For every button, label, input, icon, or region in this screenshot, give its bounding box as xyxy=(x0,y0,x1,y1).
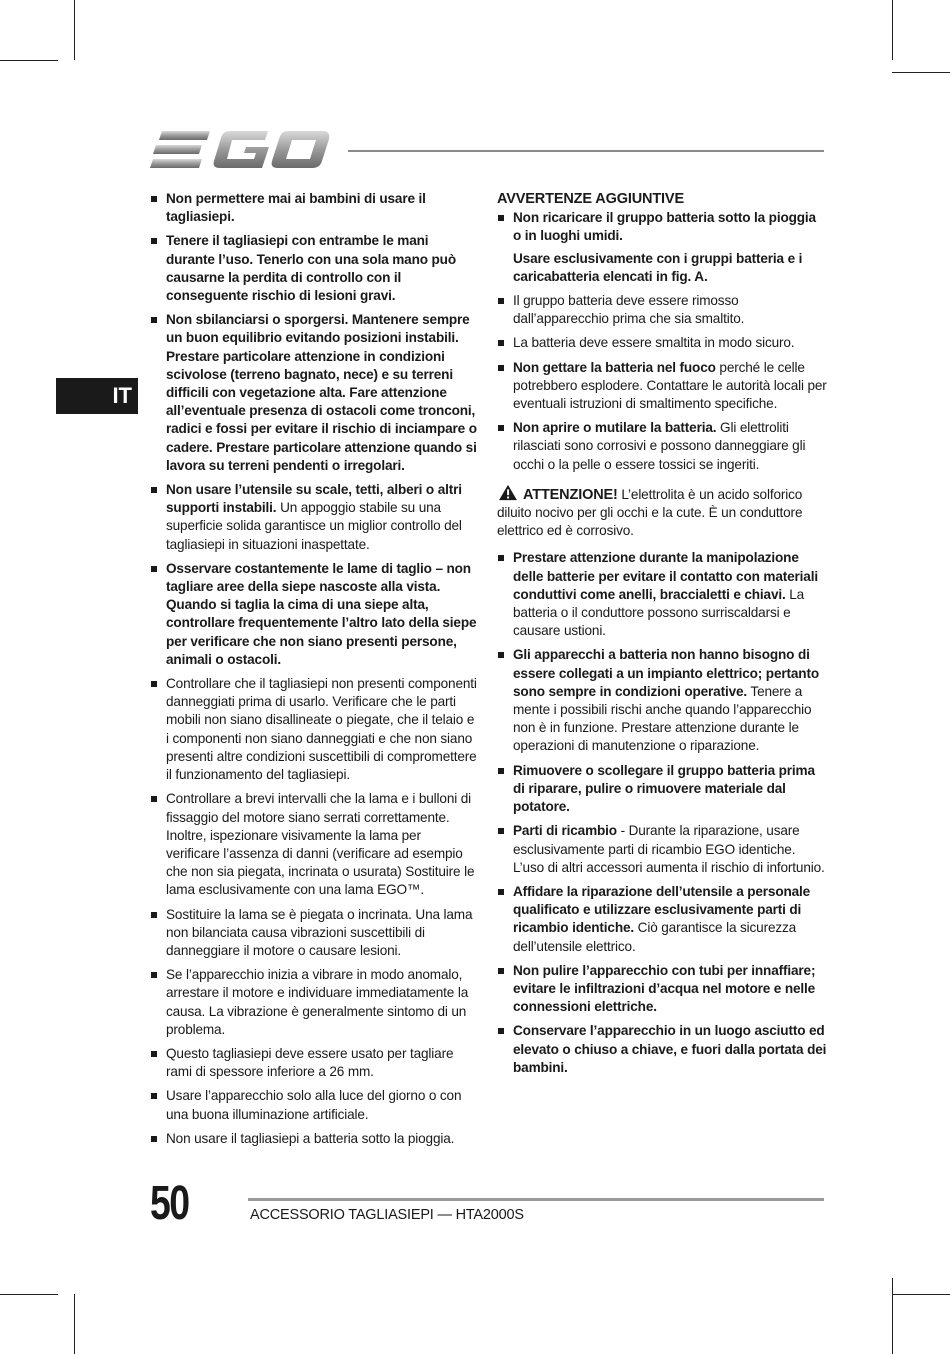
list-item-text: Se l’apparecchio inizia a vibrare in modo anomalo, arrestare il motore e individuare immediatamente la causa. La vibrazione è generalmente sintomo di un problema. xyxy=(166,967,469,1037)
list-item-text: Questo tagliasiepi deve essere usato per tagliare rami di spessore inferiore a 26 mm. xyxy=(166,1045,454,1080)
warning-label: ATTENZIONE! xyxy=(523,486,618,503)
list-item-bold: Gli apparecchi a batteria non hanno bisogno di essere collegati a un impianto elettrico; pertanto sono sempre in condizioni operative. xyxy=(513,647,819,699)
list-item xyxy=(150,232,478,305)
page-number: 50 xyxy=(150,1177,189,1230)
list-item-text: Ciò garantisce la sicurezza dell’utensile elettrico. xyxy=(513,920,797,954)
list-item xyxy=(497,334,827,352)
list-item-text: La batteria deve essere smaltita in modo sicuro. xyxy=(513,335,795,351)
list-item xyxy=(150,966,478,1039)
safety-list-right-b xyxy=(497,549,827,1076)
list-item xyxy=(497,646,827,755)
section-heading: AVVERTENZE AGGIUNTIVE xyxy=(497,191,684,207)
list-item-text: Un appoggio stabile su una superficie solida garantisce un miglior controllo del tagliasiepi in situazioni inaspettate. xyxy=(166,500,462,552)
list-item xyxy=(497,209,827,286)
list-item xyxy=(497,419,827,474)
crop-mark xyxy=(892,72,950,73)
list-item-bold: Non ricaricare il gruppo batteria sotto la pioggia o in luoghi umidi. xyxy=(513,210,816,244)
right-column xyxy=(497,190,827,1083)
list-item xyxy=(497,822,827,877)
list-item xyxy=(497,762,827,817)
list-item-bold: Conservare l’apparecchio in un luogo asciutto ed elevato o chiuso a chiave, e fuori dalla portata dei bambini. xyxy=(513,1023,827,1075)
warning-text: L’elettrolita è un acido solforico diluito nocivo per gli occhi e la cute. È un conduttore elettrico ed è corrosivo. xyxy=(497,486,803,539)
list-item xyxy=(150,790,478,899)
list-item-bold: Osservare costantemente le lame di taglio – non tagliare aree della siepe nascoste alla vista. Quando si taglia la cima di una siepe alta, controllare frequentemente l’altro lato della siepe per verificare che non siano presenti persone, animali o ostacoli. xyxy=(166,560,477,667)
footer-rule xyxy=(248,1198,824,1201)
list-item xyxy=(497,962,827,1017)
list-item xyxy=(150,675,478,784)
list-item xyxy=(150,1130,478,1148)
list-item xyxy=(150,1087,478,1123)
list-item-text: Il gruppo batteria deve essere rimosso dall’apparecchio prima che sia smaltito. xyxy=(513,293,745,327)
safety-list-left xyxy=(150,190,478,1148)
crop-mark xyxy=(892,0,893,60)
footer-title: ACCESSORIO TAGLIASIEPI — HTA2000S xyxy=(250,1207,524,1223)
list-item-note: Usare esclusivamente con i gruppi batteria e i caricabatteria elencati in fig. A. xyxy=(513,250,803,284)
list-item-text: - Durante la riparazione, usare esclusivamente parti di ricambio EGO identiche. L’uso di altri accessori aumenta il rischio di infortunio. xyxy=(513,823,825,875)
crop-mark xyxy=(892,1294,950,1295)
header-rule xyxy=(348,150,824,152)
crop-mark xyxy=(0,1294,58,1295)
crop-mark xyxy=(0,60,58,61)
list-item xyxy=(150,560,478,669)
list-item-text: Controllare che il tagliasiepi non presenti componenti danneggiati prima di usarlo. Verificare che le parti mobili non siano disallineate o piegate, che il telaio e i componenti non siano danneggiati e che non siano presenti altre condizioni suscettibili di compromettere il funzionamento del tagliasiepi. xyxy=(166,676,477,783)
left-column xyxy=(150,190,478,1154)
list-item-bold: Non permettere mai ai bambini di usare il tagliasiepi. xyxy=(166,191,426,225)
list-item-bold: Affidare la riparazione dell’utensile a personale qualificato e utilizzare esclusivamente parti di ricambio identiche. xyxy=(513,883,811,936)
list-item-text: Gli elettroliti rilasciati sono corrosivi e possono danneggiare gli occhi o la pelle o essere tossici se ingeriti. xyxy=(513,420,806,472)
list-item-bold: Non sbilanciarsi o sporgersi. Mantenere sempre un buon equilibrio evitando posizioni instabili. Prestare particolare attenzione in condizioni scivolose (terreno bagnato, nece) e su terreni difficili con vegetazione alta. Fare attenzione all’eventuale presenza di ostacoli come tronconi, radici e fossi per evitare il rischio di inciampare o cadere. Prestare particolare attenzione quando si lavora su terreni pendenti o irregolari. xyxy=(166,312,477,473)
list-item xyxy=(497,1022,827,1077)
list-item xyxy=(150,906,478,961)
crop-mark xyxy=(74,1294,75,1354)
ego-logo xyxy=(150,128,332,172)
list-item xyxy=(497,359,827,414)
crop-mark xyxy=(892,1278,893,1354)
list-item-text: La batteria o il conduttore possono surriscaldarsi e causare ustioni. xyxy=(513,586,805,639)
safety-list-right-first xyxy=(497,209,827,286)
list-item-text: Controllare a brevi intervalli che la lama e i bulloni di fissaggio del motore siano serrati correttamente. Inoltre, ispezionare visivamente la lama per verificare l’assenza di danni (verificare ad esempio che non sia piegata, incrinata o usurata) Sostituire le lama esclusivamente con una lama EGO™. xyxy=(166,791,475,898)
list-item xyxy=(150,481,478,554)
list-item xyxy=(497,292,827,328)
list-item-bold: Prestare attenzione durante la manipolazione delle batterie per evitare il contatto con materiali conduttivi come anelli, braccialetti e chiavi. xyxy=(513,550,818,602)
list-item-bold: Non aprire o mutilare la batteria. xyxy=(513,420,717,436)
language-tab: IT xyxy=(56,378,138,414)
list-item-bold: Non usare l’utensile su scale, tetti, alberi o altri supporti instabili. xyxy=(166,482,462,516)
list-item-bold: Tenere il tagliasiepi con entrambe le mani durante l’uso. Tenerlo con una sola mano può causarne la perdita di controllo con il conseguente rischio di lesioni gravi. xyxy=(166,233,456,304)
list-item-bold: Non gettare la batteria nel fuoco xyxy=(513,359,716,375)
list-item xyxy=(497,549,827,640)
list-item-bold: Non pulire l’apparecchio con tubi per innaffiare; evitare le infiltrazioni d’acqua nel motore e nelle connessioni elettriche. xyxy=(513,962,816,1015)
list-item-text: Tenere a mente i possibili rischi anche quando l’apparecchio non è in funzione. Prestare attenzione durante le operazioni di manutenzione o riparazione. xyxy=(513,683,812,754)
list-item xyxy=(150,190,478,226)
warning-triangle-icon xyxy=(497,484,519,501)
list-item-text: Non usare il tagliasiepi a batteria sotto la pioggia. xyxy=(166,1130,455,1146)
list-item-text: perché le celle potrebbero esplodere. Contattare le autorità locali per eventuali istruzioni di smaltimento specifiche. xyxy=(513,359,827,412)
crop-mark xyxy=(74,0,75,60)
list-item-text: Sostituire la lama se è piegata o incrinata. Una lama non bilanciata causa vibrazioni suscettibili di danneggiare il motore o causare lesioni. xyxy=(166,906,473,958)
list-item-text: Usare l’apparecchio solo alla luce del giorno o con una buona illuminazione artificiale. xyxy=(166,1088,462,1122)
list-item-bold: Parti di ricambio xyxy=(513,823,617,839)
list-item xyxy=(150,1045,478,1081)
list-item-bold: Rimuovere o scollegare il gruppo batteria prima di riparare, pulire o rimuovere materiale dal potatore. xyxy=(513,762,815,815)
list-item xyxy=(497,883,827,956)
warning-block xyxy=(497,484,827,541)
list-item xyxy=(150,311,478,475)
safety-list-right-a xyxy=(497,292,827,474)
